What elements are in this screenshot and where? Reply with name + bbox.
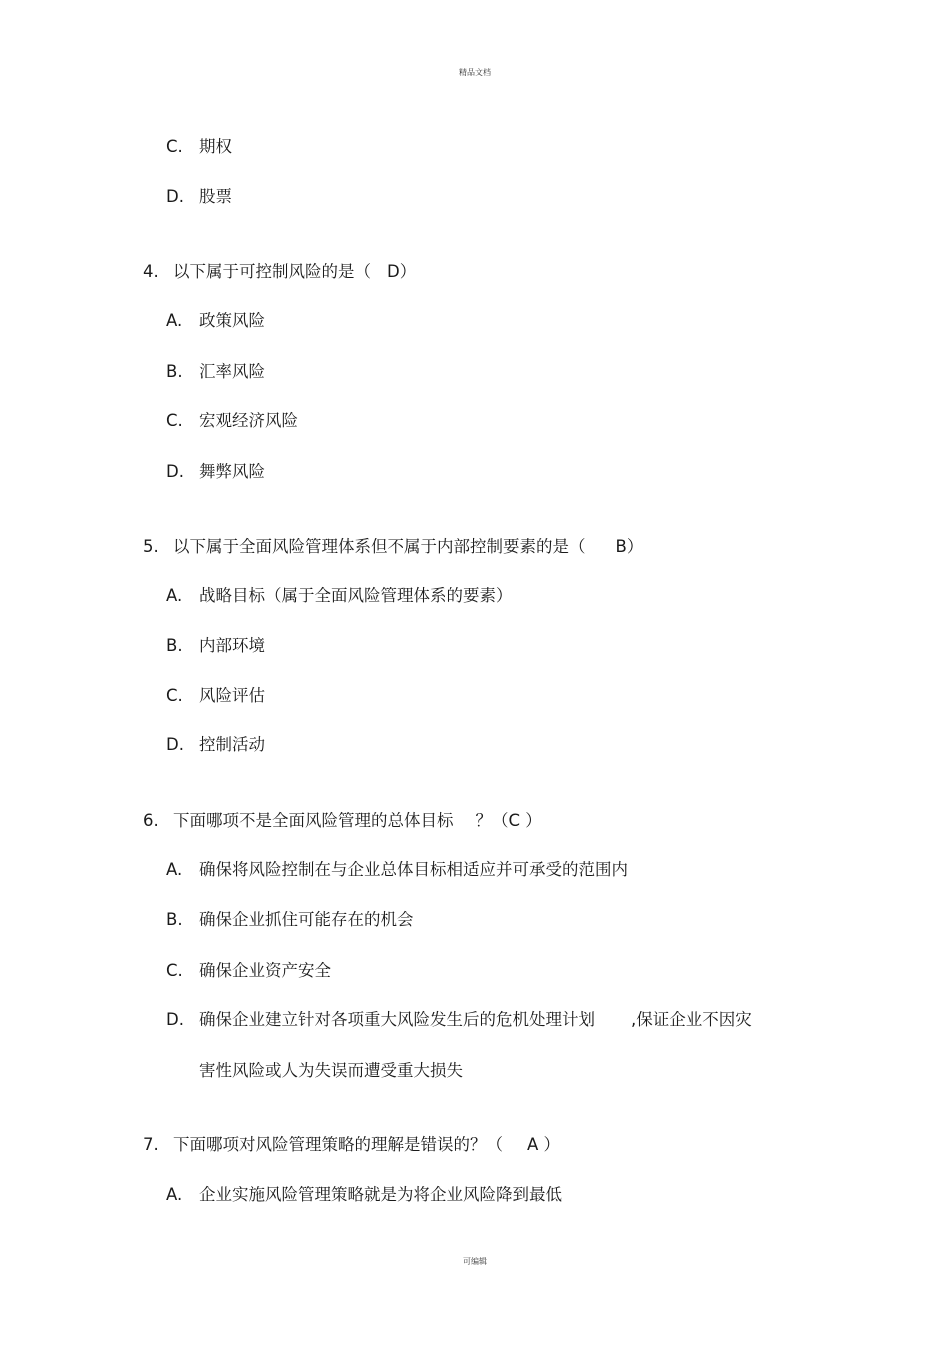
option-letter: A.: [166, 586, 183, 605]
option-text: 确保企业资产安全: [199, 961, 331, 980]
option-letter: A.: [166, 311, 183, 330]
page-header: 精品文档: [459, 68, 491, 77]
option-letter: A.: [166, 860, 183, 879]
option-text-continued: ,保证企业不因灾: [631, 1010, 752, 1029]
question-number: 5.: [143, 537, 159, 556]
option-text: 害性风险或人为失误而遭受重大损失: [199, 1061, 463, 1080]
question-text: 以下属于可控制风险的是（: [173, 262, 371, 281]
page-footer: 可编辑: [463, 1257, 487, 1266]
question-answer: B）: [615, 537, 644, 556]
option-line: [166, 856, 628, 880]
option-text: 风险评估: [199, 686, 265, 705]
option-text: 股票: [199, 187, 232, 206]
question-line: [143, 258, 416, 282]
option-line: [166, 183, 232, 207]
option-line: [166, 133, 232, 157]
question-answer: D）: [387, 262, 417, 281]
option-text: 战略目标（属于全面风险管理体系的要素）: [199, 586, 513, 605]
option-line: [166, 731, 265, 755]
question-line: [143, 807, 542, 831]
question-text: 下面哪项对风险管理策略的理解是错误的？（: [173, 1135, 503, 1154]
option-line: [166, 582, 513, 606]
question-number: 7.: [143, 1135, 159, 1154]
option-text: 内部环境: [199, 636, 265, 655]
question-answer: A ）: [527, 1135, 561, 1154]
option-line: [166, 1006, 752, 1030]
option-letter: C.: [166, 686, 183, 705]
option-letter: D.: [166, 462, 184, 481]
option-text: 控制活动: [199, 735, 265, 754]
question-number: 6.: [143, 811, 159, 830]
question-answer: ？（C ）: [475, 811, 542, 830]
option-letter: B.: [166, 362, 183, 381]
option-text: 确保企业建立针对各项重大风险发生后的危机处理计划: [199, 1010, 595, 1029]
option-line: [166, 906, 414, 930]
option-text: 政策风险: [199, 311, 265, 330]
option-text: 确保企业抓住可能存在的机会: [199, 910, 414, 929]
question-number: 4.: [143, 262, 159, 281]
question-line: [143, 1131, 560, 1155]
option-letter: C.: [166, 137, 183, 156]
option-line: [166, 957, 331, 981]
option-letter: C.: [166, 411, 183, 430]
option-text: 企业实施风险管理策略就是为将企业风险降到最低: [199, 1185, 562, 1204]
option-letter: B.: [166, 910, 183, 929]
option-letter: A.: [166, 1185, 183, 1204]
option-letter: D.: [166, 735, 184, 754]
option-text: 舞弊风险: [199, 462, 265, 481]
option-line: [166, 682, 265, 706]
option-line: [166, 458, 265, 482]
option-line: [166, 632, 265, 656]
option-letter: B.: [166, 636, 183, 655]
option-text: 期权: [199, 137, 232, 156]
question-text: 下面哪项不是全面风险管理的总体目标: [173, 811, 454, 830]
option-line-continuation: [199, 1057, 463, 1081]
option-letter: C.: [166, 961, 183, 980]
option-line: [166, 1181, 562, 1205]
option-line: [166, 358, 265, 382]
option-letter: D.: [166, 187, 184, 206]
question-text: 以下属于全面风险管理体系但不属于内部控制要素的是（: [173, 537, 586, 556]
option-text: 汇率风险: [199, 362, 265, 381]
option-text: 宏观经济风险: [199, 411, 298, 430]
option-letter: D.: [166, 1010, 184, 1029]
option-line: [166, 407, 298, 431]
option-text: 确保将风险控制在与企业总体目标相适应并可承受的范围内: [199, 860, 628, 879]
question-line: [143, 533, 643, 557]
option-line: [166, 307, 265, 331]
